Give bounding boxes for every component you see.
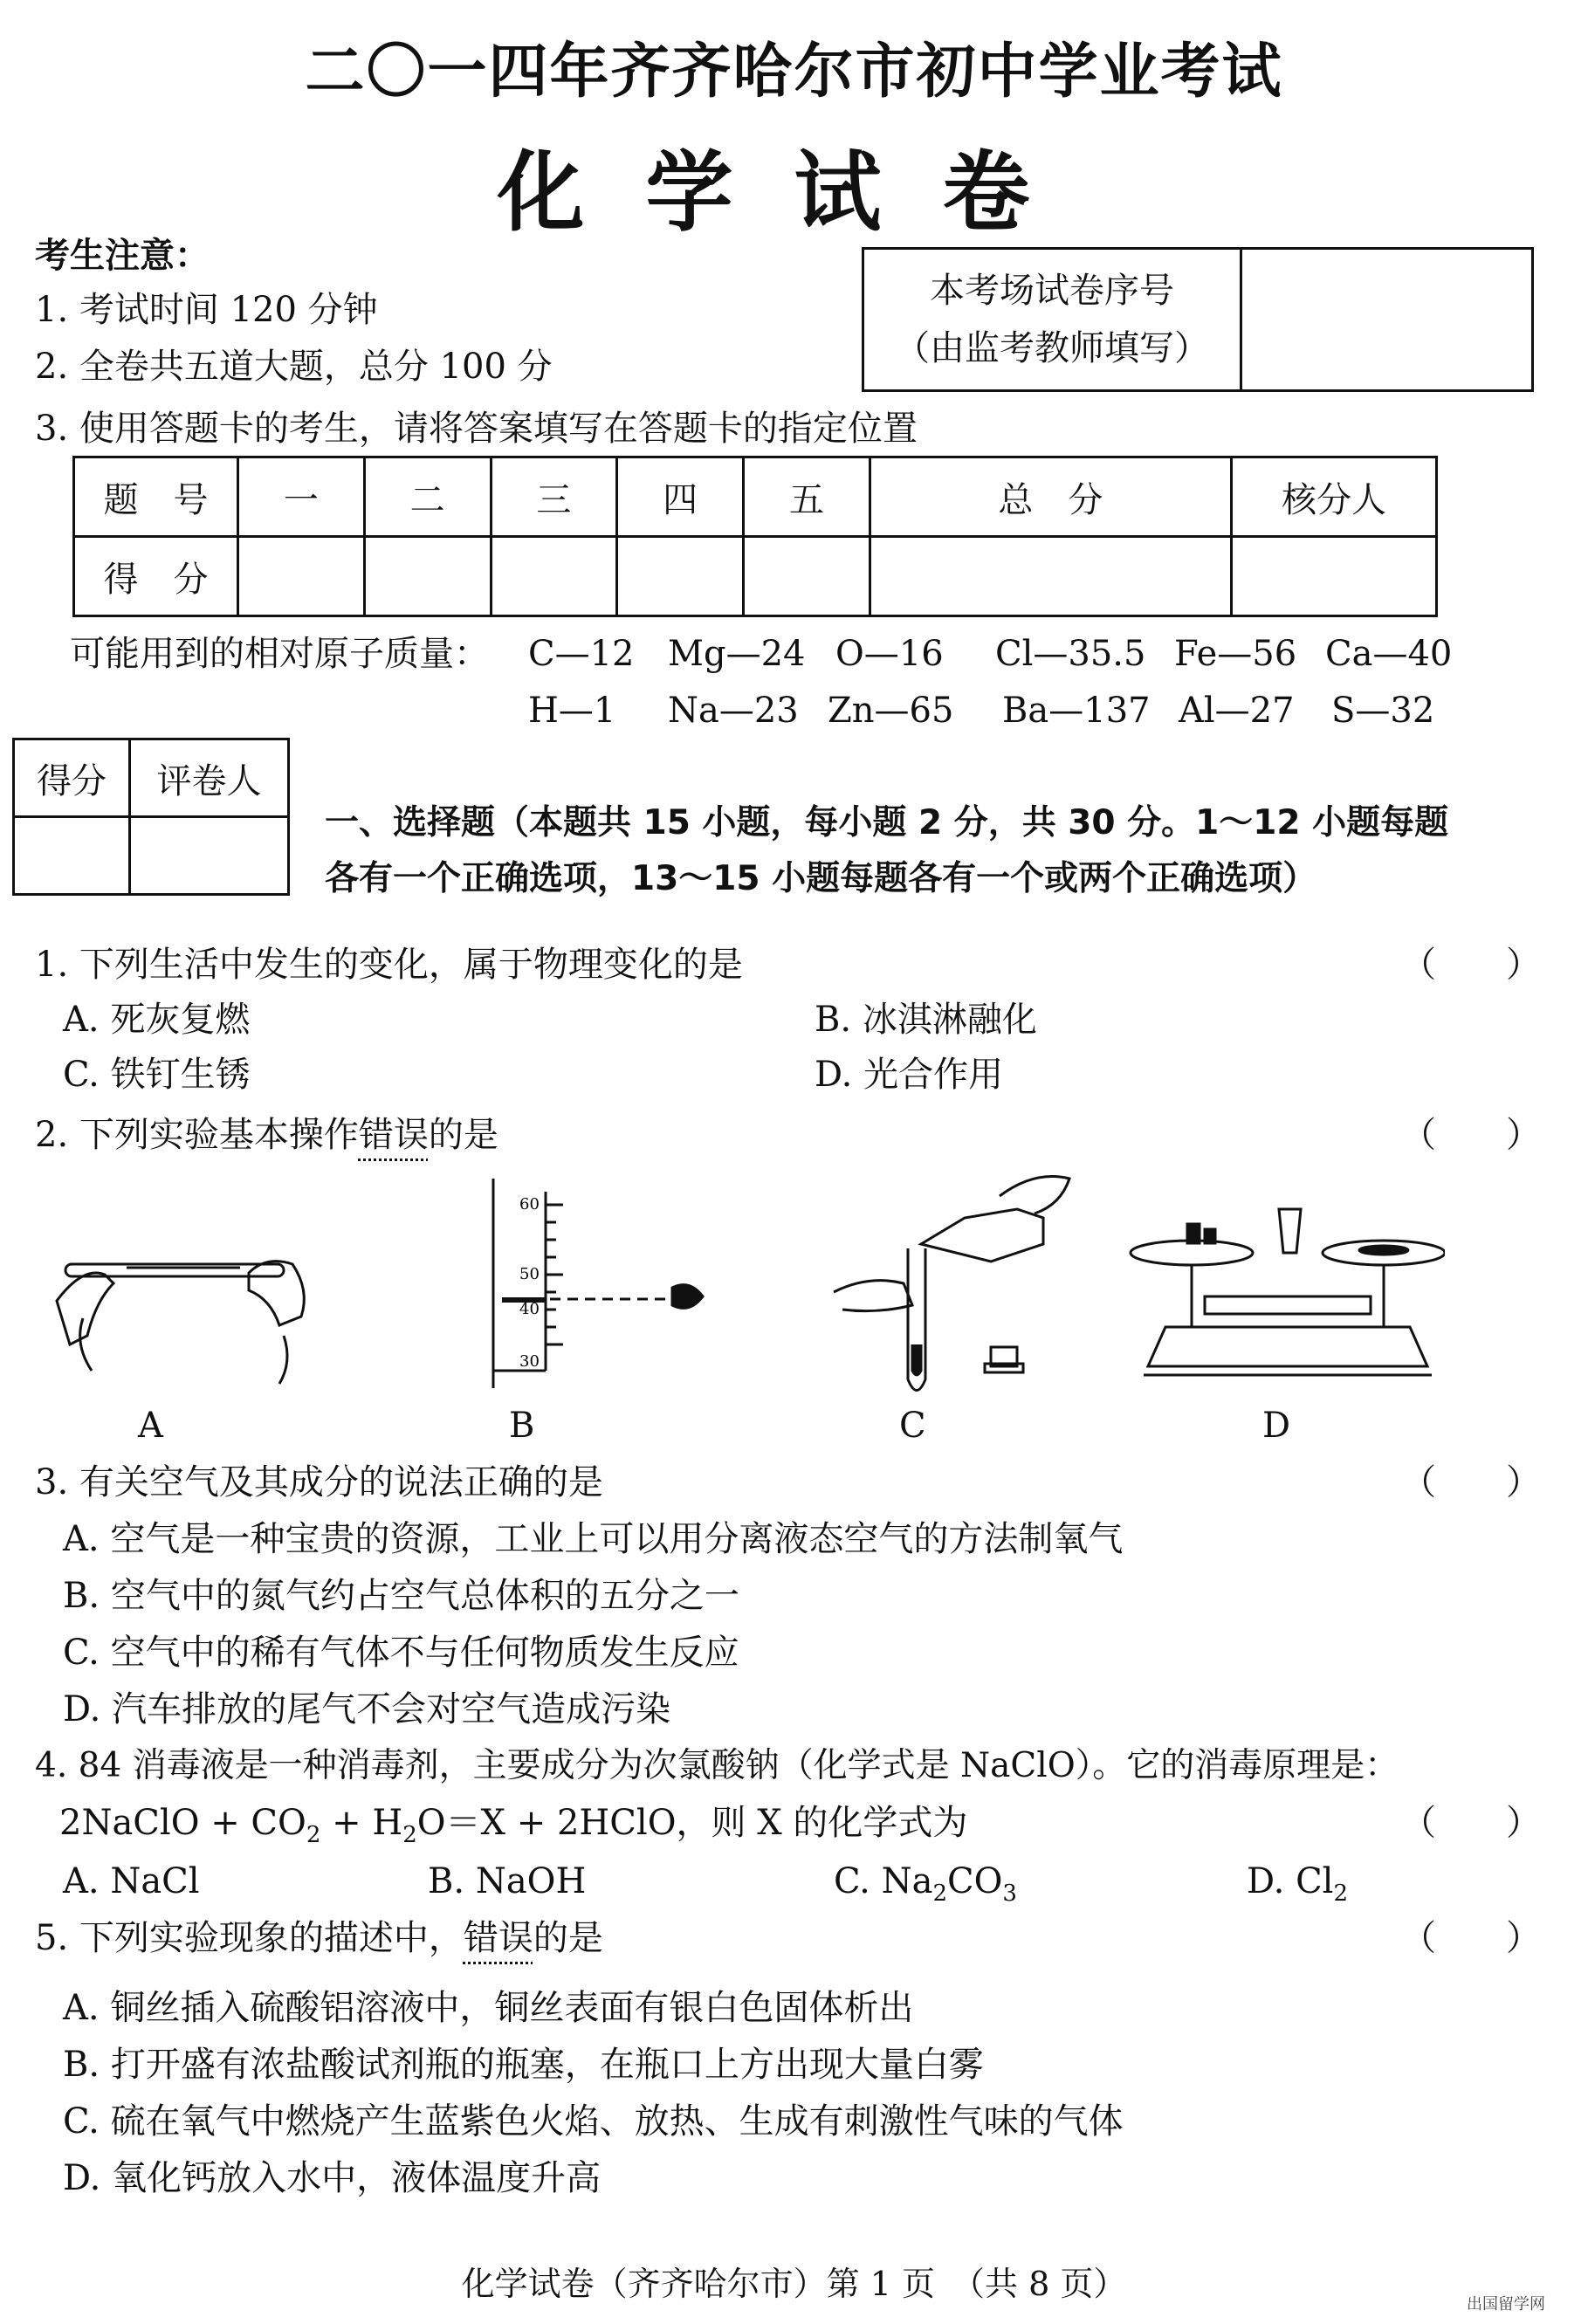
figure-a-tube-heating <box>57 1262 304 1384</box>
score-row-label: 得 分 <box>74 537 238 616</box>
q1-option-d: D. 光合作用 <box>815 1055 1004 1095</box>
score-blank-cell[interactable] <box>744 537 870 616</box>
score-blank-cell[interactable] <box>364 537 491 616</box>
score-header-cell: 总 分 <box>870 457 1231 537</box>
q3-stem: 3. 有关空气及其成分的说法正确的是 <box>35 1462 603 1502</box>
q5-stem-post: 的是 <box>533 1918 603 1958</box>
q3-option-b: B. 空气中的氮气约占空气总体积的五分之一 <box>63 1576 739 1616</box>
atomic-mass-item: Zn—65 <box>828 691 954 731</box>
score-blank-cell[interactable] <box>1232 537 1437 616</box>
notice-item-3: 3. 使用答题卡的考生，请将答案填写在答题卡的指定位置 <box>35 409 918 449</box>
q5-option-c: C. 硫在氧气中燃烧产生蓝紫色火焰、放热、生成有刺激性气味的气体 <box>63 2101 1124 2142</box>
q3-option-d: D. 汽车排放的尾气不会对空气造成污染 <box>63 1689 671 1729</box>
q4-answer-paren[interactable]: （ ） <box>1401 1803 1541 1843</box>
q1-option-b: B. 冰淇淋融化 <box>815 1000 1037 1040</box>
grader-name-blank[interactable] <box>130 817 289 895</box>
site-watermark: 出国留学网 <box>1467 2295 1545 2314</box>
q5-stem-emphasis: 错误 <box>463 1918 533 1958</box>
q4-option-b: B. NaOH <box>428 1861 587 1901</box>
q4-equation <box>59 1801 967 1857</box>
serial-label-line2: （由监考教师填写） <box>895 328 1209 368</box>
atomic-mass-item: Na—23 <box>668 691 799 731</box>
q4-d-part: D. Cl <box>1247 1861 1334 1901</box>
atomic-mass-item: Ca—40 <box>1325 634 1453 674</box>
grader-box <box>12 738 290 896</box>
figure-label-b: B <box>509 1406 535 1446</box>
scale-tick-label: 50 <box>519 1265 540 1283</box>
notice-heading: 考生注意： <box>35 236 210 276</box>
page-footer: 化学试卷（齐齐哈尔市）第 1 页 （共 8 页） <box>461 2265 1127 2303</box>
q4-c-sub: 3 <box>1002 1881 1017 1907</box>
atomic-mass-item: O—16 <box>835 634 944 674</box>
score-blank-cell[interactable] <box>238 537 365 616</box>
score-header-cell: 二 <box>364 457 491 537</box>
q4-d-sub: 2 <box>1333 1881 1349 1907</box>
q4-c-part: C. Na <box>834 1861 933 1901</box>
figure-label-c: C <box>899 1406 926 1446</box>
q1-answer-paren[interactable]: （ ） <box>1401 945 1541 985</box>
score-blank-cell[interactable] <box>617 537 744 616</box>
q2-stem-emphasis: 错误 <box>358 1115 429 1155</box>
scale-tick-label: 30 <box>519 1352 540 1371</box>
q4-c-part: CO <box>947 1861 1003 1901</box>
q4-option-c <box>834 1860 1017 1915</box>
section1-heading-line1: 一、选择题（本题共 15 小题，每小题 2 分，共 30 分。1～12 小题每题 <box>325 803 1449 842</box>
score-header-cell: 一 <box>238 457 365 537</box>
q4-eq-part: 2NaClO + CO <box>59 1803 306 1843</box>
grader-score-blank[interactable] <box>14 817 130 895</box>
score-table-score-row <box>74 537 1437 616</box>
atomic-mass-item: S—32 <box>1331 691 1435 731</box>
exam-title: 二〇一四年齐齐哈尔市初中学业考试 <box>305 38 1283 107</box>
notice-item-1: 1. 考试时间 120 分钟 <box>35 290 378 330</box>
section1-heading-line2: 各有一个正确选项，13～15 小题每题各有一个或两个正确选项） <box>325 859 1317 898</box>
atomic-mass-item: Fe—56 <box>1174 634 1297 674</box>
score-table-header-row <box>74 457 1437 537</box>
serial-label <box>863 249 1241 391</box>
q5-option-d: D. 氧化钙放入水中，液体温度升高 <box>63 2158 602 2198</box>
score-blank-cell[interactable] <box>491 537 617 616</box>
q4-eq-part: O＝X + 2HClO，则 X 的化学式为 <box>416 1803 968 1843</box>
q5-answer-paren[interactable]: （ ） <box>1401 1918 1541 1958</box>
paper-subtitle: 化学试卷 <box>497 141 1091 244</box>
grader-name-label: 评卷人 <box>130 739 289 817</box>
atomic-mass-item: Al—27 <box>1179 691 1295 731</box>
q2-figures <box>48 1170 1445 1423</box>
notice-item-2: 2. 全卷共五道大题，总分 100 分 <box>35 347 553 387</box>
figure-label-d: D <box>1262 1406 1291 1446</box>
atomic-mass-item: Cl—35.5 <box>995 634 1146 674</box>
q5-option-a: A. 铜丝插入硫酸铝溶液中，铜丝表面有银白色固体析出 <box>63 1988 914 2028</box>
q3-option-c: C. 空气中的稀有气体不与任何物质发生反应 <box>63 1633 739 1673</box>
q3-option-a: A. 空气是一种宝贵的资源，工业上可以用分离液态空气的方法制氧气 <box>63 1519 1124 1559</box>
q4-eq-sub: 2 <box>402 1822 417 1848</box>
q4-eq-sub: 2 <box>306 1822 321 1848</box>
figure-label-a: A <box>138 1406 163 1446</box>
scale-tick-label: 40 <box>519 1300 540 1318</box>
q2-stem <box>35 1113 498 1157</box>
q4-c-sub: 2 <box>932 1881 948 1907</box>
score-blank-cell[interactable] <box>870 537 1231 616</box>
atomic-mass-item: Mg—24 <box>668 634 806 674</box>
q5-stem <box>35 1916 603 1960</box>
grader-score-label: 得分 <box>14 739 130 817</box>
q3-answer-paren[interactable]: （ ） <box>1401 1462 1541 1502</box>
q4-eq-part: + H <box>320 1803 403 1843</box>
q5-option-b: B. 打开盛有浓盐酸试剂瓶的瓶塞，在瓶口上方出现大量白雾 <box>63 2045 984 2085</box>
q4-stem: 4. 84 消毒液是一种消毒剂，主要成分为次氯酸钠（化学式是 NaClO）。它的消毒原理是： <box>35 1746 1399 1785</box>
q1-stem: 1. 下列生活中发生的变化，属于物理变化的是 <box>35 945 743 985</box>
atomic-mass-item: H—1 <box>528 691 616 731</box>
q1-option-a: A. 死灰复燃 <box>63 1000 251 1040</box>
scale-tick-label: 60 <box>519 1195 540 1214</box>
q4-option-d <box>1247 1860 1348 1915</box>
figure-d-balance <box>1131 1209 1445 1375</box>
score-header-cell: 三 <box>491 457 617 537</box>
atomic-mass-label: 可能用到的相对原子质量： <box>70 634 489 674</box>
score-header-cell: 核分人 <box>1232 457 1437 537</box>
q2-stem-post: 的是 <box>428 1115 498 1155</box>
atomic-mass-item: Ba—137 <box>1002 691 1151 731</box>
q2-stem-pre: 2. 下列实验基本操作 <box>35 1115 359 1155</box>
q1-option-c: C. 铁钉生锈 <box>63 1055 251 1095</box>
score-header-cell: 四 <box>617 457 744 537</box>
serial-label-line1: 本考场试卷序号 <box>930 271 1174 311</box>
serial-number-box <box>862 247 1534 392</box>
score-table <box>72 456 1438 617</box>
score-header-cell: 五 <box>744 457 870 537</box>
q2-answer-paren[interactable]: （ ） <box>1401 1115 1541 1155</box>
score-header-cell: 题 号 <box>74 457 238 537</box>
atomic-mass-item: C—12 <box>528 634 635 674</box>
q4-option-a: A. NaCl <box>63 1861 200 1901</box>
q5-stem-pre: 5. 下列实验现象的描述中， <box>35 1918 464 1958</box>
figure-c-pouring-liquid <box>834 1177 1069 1391</box>
serial-blank-cell[interactable] <box>1241 249 1533 391</box>
